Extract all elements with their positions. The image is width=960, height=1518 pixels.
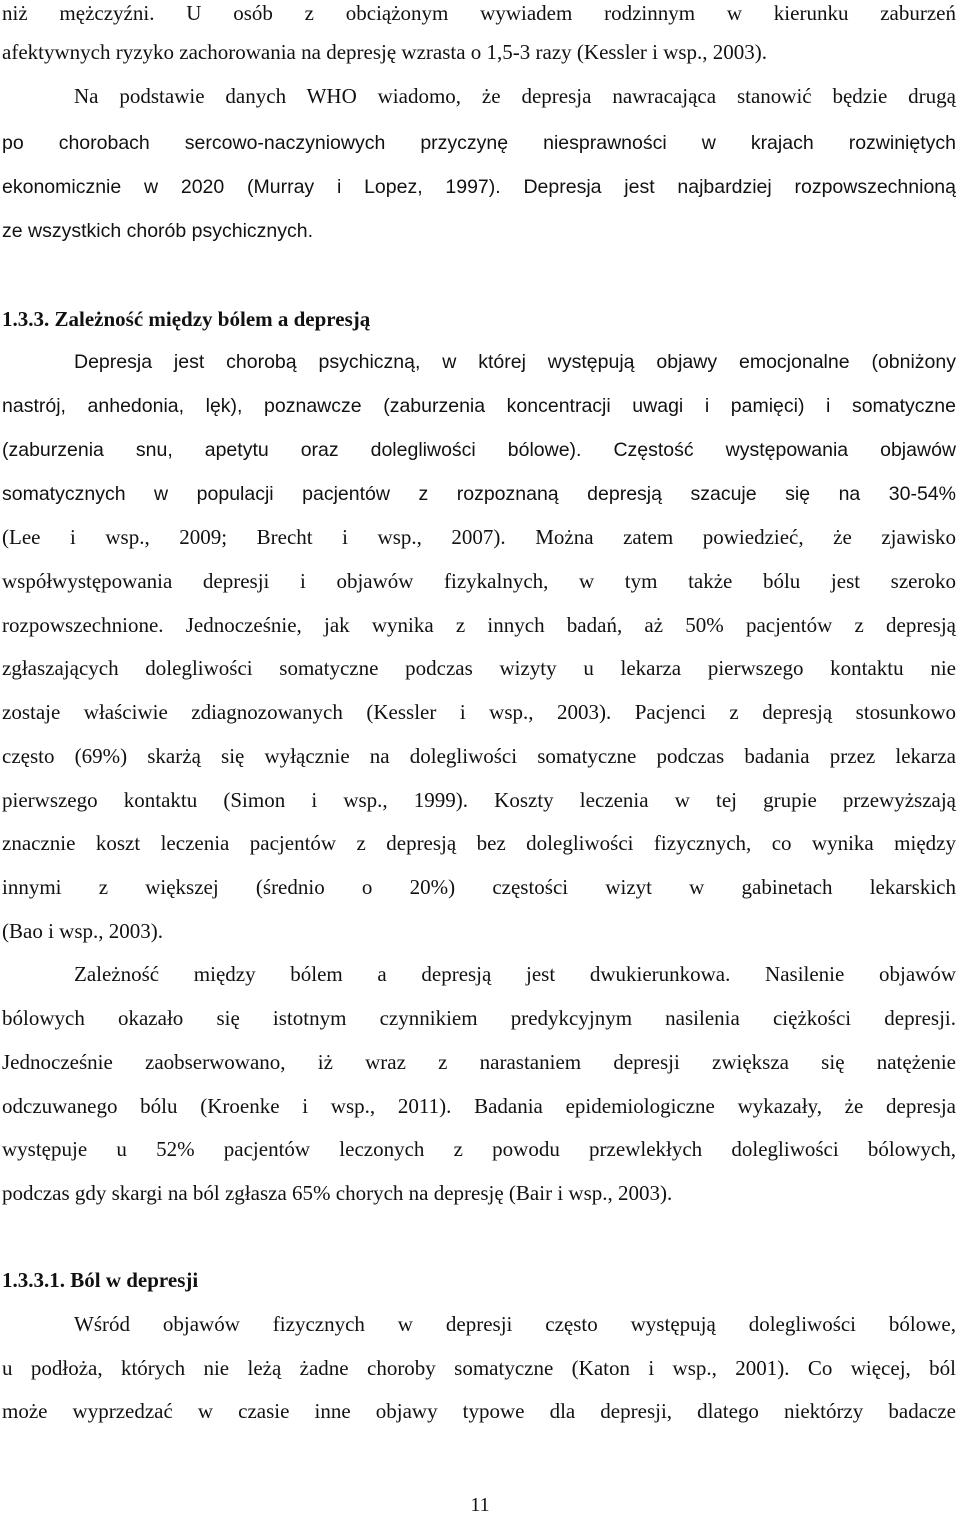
text-line: Wśród objawów fizycznych w depresji często występują dolegliwości bólowe, (74, 1312, 956, 1336)
text-line: Depresja jest chorobą psychiczną, w której występują objawy emocjonalne (obniżony (74, 351, 956, 373)
text-line: innymi z większej (średnio o 20%) częstości wizyt w gabinetach lekarskich (2, 875, 956, 899)
section-heading: 1.3.3. Zależność między bólem a depresją (2, 307, 371, 331)
text-line: somatycznych w populacji pacjentów z rozpoznaną depresją szacuje się na 30-54% (2, 483, 956, 505)
text-line: (zaburzenia snu, apetytu oraz dolegliwości bólowe). Częstość występowania objawów (2, 439, 956, 461)
text-line: ze wszystkich chorób psychicznych. (2, 220, 314, 242)
text-line: bólowych okazało się istotnym czynnikiem predykcyjnym nasilenia ciężkości depresji. (2, 1006, 956, 1030)
text-line: u podłoża, których nie leżą żadne choroby somatyczne (Katon i wsp., 2001). Co więcej, ból (2, 1356, 956, 1380)
text-line: zgłaszających dolegliwości somatyczne podczas wizyty u lekarza pierwszego kontaktu nie (2, 656, 956, 680)
subsection-heading: 1.3.3.1. Ból w depresji (2, 1268, 199, 1292)
text-line: ekonomicznie w 2020 (Murray i Lopez, 1997). Depresja jest najbardziej rozpowszechnioną (2, 176, 956, 198)
text-line: może wyprzedzać w czasie inne objawy typowe dla depresji, dlatego niektórzy badacze (2, 1399, 956, 1423)
text-line: rozpowszechnione. Jednocześnie, jak wynika z innych badań, aż 50% pacjentów z depresją (2, 613, 956, 637)
text-line: Jednocześnie zaobserwowano, iż wraz z narastaniem depresji zwiększa się natężenie (2, 1050, 956, 1074)
text-line: (Lee i wsp., 2009; Brecht i wsp., 2007). Można zatem powiedzieć, że zjawisko (2, 525, 956, 549)
text-line: Na podstawie danych WHO wiadomo, że depresja nawracająca stanowić będzie drugą (74, 84, 956, 108)
text-line: podczas gdy skargi na ból zgłasza 65% chorych na depresję (Bair i wsp., 2003). (2, 1181, 673, 1205)
text-line: niż mężczyźni. U osób z obciążonym wywiadem rodzinnym w kierunku zaburzeń (2, 1, 956, 25)
text-line: pierwszego kontaktu (Simon i wsp., 1999). Koszty leczenia w tej grupie przewyższają (2, 788, 956, 812)
page-number: 11 (470, 1494, 490, 1516)
text-line: występuje u 52% pacjentów leczonych z powodu przewlekłych dolegliwości bólowych, (2, 1137, 956, 1161)
text-line: znacznie koszt leczenia pacjentów z depresją bez dolegliwości fizycznych, co wynika między (2, 831, 956, 855)
text-line: odczuwanego bólu (Kroenke i wsp., 2011). Badania epidemiologiczne wykazały, że depresja (2, 1094, 956, 1118)
text-line: nastrój, anhedonia, lęk), poznawcze (zaburzenia koncentracji uwagi i pamięci) i somatyczne (2, 395, 956, 417)
text-line: afektywnych ryzyko zachorowania na depresję wzrasta o 1,5-3 razy (Kessler i wsp., 2003). (2, 40, 768, 64)
text-line: często (69%) skarżą się wyłącznie na dolegliwości somatyczne podczas badania przez lekarza (2, 744, 956, 768)
text-line: Zależność między bólem a depresją jest dwukierunkowa. Nasilenie objawów (74, 962, 956, 986)
text-line: (Bao i wsp., 2003). (2, 919, 163, 943)
text-line: po chorobach sercowo-naczyniowych przyczynę niesprawności w krajach rozwiniętych (2, 132, 956, 154)
text-line: współwystępowania depresji i objawów fizykalnych, w tym także bólu jest szeroko (2, 569, 956, 593)
text-line: zostaje właściwie zdiagnozowanych (Kessler i wsp., 2003). Pacjenci z depresją stosunkowo (2, 700, 956, 724)
